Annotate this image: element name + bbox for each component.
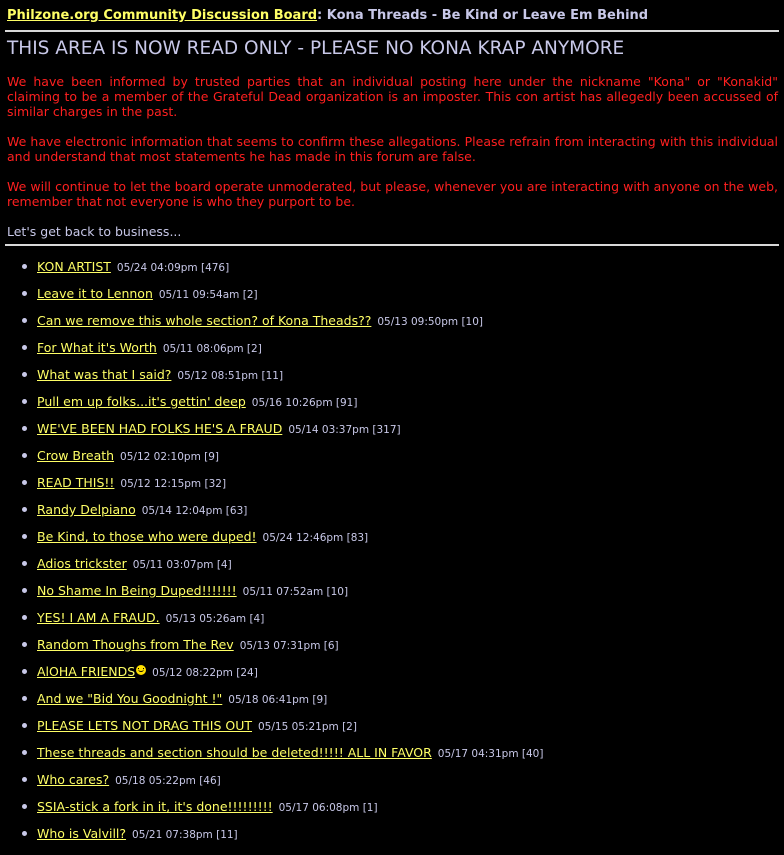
- thread-item: [0, 826, 543, 853]
- thread-item: [0, 799, 543, 826]
- thread-link[interactable]: Who is Valvill?: [37, 826, 127, 841]
- bullet-icon: [22, 642, 27, 647]
- thread-link[interactable]: Be Kind, to those who were duped!: [37, 529, 257, 544]
- thread-meta: 05/12 12:15pm [32]: [120, 478, 227, 490]
- thread-link[interactable]: Who cares?: [37, 772, 110, 787]
- thread-link[interactable]: YES! I AM A FRAUD.: [37, 610, 160, 625]
- thread-meta: 05/17 06:08pm [1]: [278, 802, 378, 814]
- bullet-icon: [22, 534, 27, 539]
- thread-item: [0, 772, 543, 799]
- thread-meta: 05/12 08:22pm [24]: [152, 667, 258, 679]
- content-divider: [5, 244, 779, 246]
- thread-item: [0, 367, 543, 394]
- thread-list: [0, 259, 543, 853]
- header-divider: [5, 30, 779, 32]
- bullet-icon: [22, 480, 27, 485]
- thread-item: [0, 340, 543, 367]
- thread-meta: 05/14 12:04pm [63]: [141, 505, 248, 517]
- thread-item: [0, 556, 543, 583]
- bullet-icon: [22, 453, 27, 458]
- board-header: [7, 8, 648, 23]
- thread-item: [0, 718, 543, 745]
- notice-paragraph-1: We have been informed by trusted parties that an individual posting here under the nickname "Kona" or "Konakid" claiming to be a member of the Grateful Dead organization is an imposter. This con artist has allegedly been accussed of similar charges in the past.: [7, 74, 778, 119]
- board-home-link[interactable]: Philzone.org Community Discussion Board: [7, 8, 318, 23]
- bullet-icon: [22, 561, 27, 566]
- thread-item: [0, 421, 543, 448]
- thread-item: [0, 259, 543, 286]
- thread-meta: 05/12 02:10pm [9]: [120, 451, 220, 463]
- thread-link[interactable]: Leave it to Lennon: [37, 286, 153, 301]
- bullet-icon: [22, 588, 27, 593]
- thread-link[interactable]: For What it's Worth: [37, 340, 157, 355]
- thread-meta: 05/15 05:21pm [2]: [258, 721, 357, 733]
- bullet-icon: [22, 318, 27, 323]
- notice-paragraph-2: We have electronic information that seems to confirm these allegations. Please refrain from interacting with this individual and understand that most statements he has made in this forum are false.: [7, 134, 778, 164]
- thread-link[interactable]: And we "Bid You Goodnight !": [37, 691, 223, 706]
- thread-item: [0, 664, 543, 691]
- thread-meta: 05/14 03:37pm [317]: [288, 424, 401, 436]
- thread-link[interactable]: AlOHA FRIENDS: [37, 664, 136, 679]
- notice-paragraph-3: We will continue to let the board operate unmoderated, but please, whenever you are interacting with anyone on the web, remember that not everyone is who they purport to be.: [7, 179, 778, 209]
- thread-meta: 05/24 12:46pm [83]: [262, 532, 369, 544]
- thread-meta: 05/12 08:51pm [11]: [177, 370, 284, 382]
- bullet-icon: [22, 426, 27, 431]
- thread-meta: 05/17 04:31pm [40]: [437, 748, 544, 760]
- bullet-icon: [22, 345, 27, 350]
- thread-item: [0, 583, 543, 610]
- thread-meta: 05/24 04:09pm [476]: [116, 262, 230, 274]
- thread-meta: 05/18 06:41pm [9]: [228, 694, 328, 706]
- thread-item: [0, 394, 543, 421]
- thread-link[interactable]: These threads and section should be deleted!!!!! ALL IN FAVOR: [37, 745, 432, 760]
- thread-meta: 05/11 08:06pm [2]: [162, 343, 262, 355]
- thread-meta: 05/11 03:07pm [4]: [132, 559, 232, 571]
- thread-item: [0, 745, 543, 772]
- thread-link[interactable]: What was that I said?: [37, 367, 172, 382]
- smiley-icon: [136, 665, 146, 675]
- thread-item: [0, 286, 543, 313]
- thread-link[interactable]: WE'VE BEEN HAD FOLKS HE'S A FRAUD: [37, 421, 283, 436]
- bullet-icon: [22, 669, 27, 674]
- bullet-icon: [22, 831, 27, 836]
- bullet-icon: [22, 372, 27, 377]
- bullet-icon: [22, 615, 27, 620]
- thread-item: [0, 610, 543, 637]
- back-to-business-text: Let's get back to business...: [7, 224, 182, 239]
- bullet-icon: [22, 696, 27, 701]
- thread-meta: 05/16 10:26pm [91]: [251, 397, 358, 409]
- thread-link[interactable]: KON ARTIST: [37, 259, 111, 274]
- bullet-icon: [22, 804, 27, 809]
- thread-item: [0, 475, 543, 502]
- thread-item: [0, 448, 543, 475]
- thread-item: [0, 691, 543, 718]
- thread-link[interactable]: Crow Breath: [37, 448, 115, 463]
- thread-link[interactable]: Random Thoughs from The Rev: [37, 637, 234, 652]
- thread-meta: 05/13 05:26am [4]: [165, 613, 265, 625]
- thread-item: [0, 637, 543, 664]
- bullet-icon: [22, 723, 27, 728]
- bullet-icon: [22, 264, 27, 269]
- bullet-icon: [22, 291, 27, 296]
- thread-item: [0, 313, 543, 340]
- thread-meta: 05/11 09:54am [2]: [158, 289, 258, 301]
- thread-link[interactable]: No Shame In Being Duped!!!!!!!: [37, 583, 237, 598]
- thread-link[interactable]: Pull em up folks...it's gettin' deep: [37, 394, 246, 409]
- bullet-icon: [22, 750, 27, 755]
- thread-meta: 05/13 07:31pm [6]: [239, 640, 339, 652]
- bullet-icon: [22, 777, 27, 782]
- bullet-icon: [22, 399, 27, 404]
- thread-link[interactable]: Randy Delpiano: [37, 502, 136, 517]
- forum-title: Kona Threads - Be Kind or Leave Em Behind: [326, 8, 649, 23]
- thread-link[interactable]: Can we remove this whole section? of Kona Theads??: [37, 313, 372, 328]
- thread-link[interactable]: SSIA-stick a fork in it, it's done!!!!!!!!!: [37, 799, 273, 814]
- thread-meta: 05/18 05:22pm [46]: [115, 775, 221, 787]
- thread-item: [0, 529, 543, 556]
- thread-item: [0, 502, 543, 529]
- thread-meta: 05/13 09:50pm [10]: [377, 316, 484, 328]
- thread-link[interactable]: PLEASE LETS NOT DRAG THIS OUT: [37, 718, 253, 733]
- bullet-icon: [22, 507, 27, 512]
- thread-meta: 05/21 07:38pm [11]: [132, 829, 238, 841]
- thread-meta: 05/11 07:52am [10]: [242, 586, 349, 598]
- header-separator: :: [317, 8, 323, 23]
- thread-link[interactable]: READ THIS!!: [37, 475, 115, 490]
- thread-link[interactable]: Adios trickster: [37, 556, 127, 571]
- read-only-announcement: THIS AREA IS NOW READ ONLY - PLEASE NO KONA KRAP ANYMORE: [7, 38, 625, 59]
